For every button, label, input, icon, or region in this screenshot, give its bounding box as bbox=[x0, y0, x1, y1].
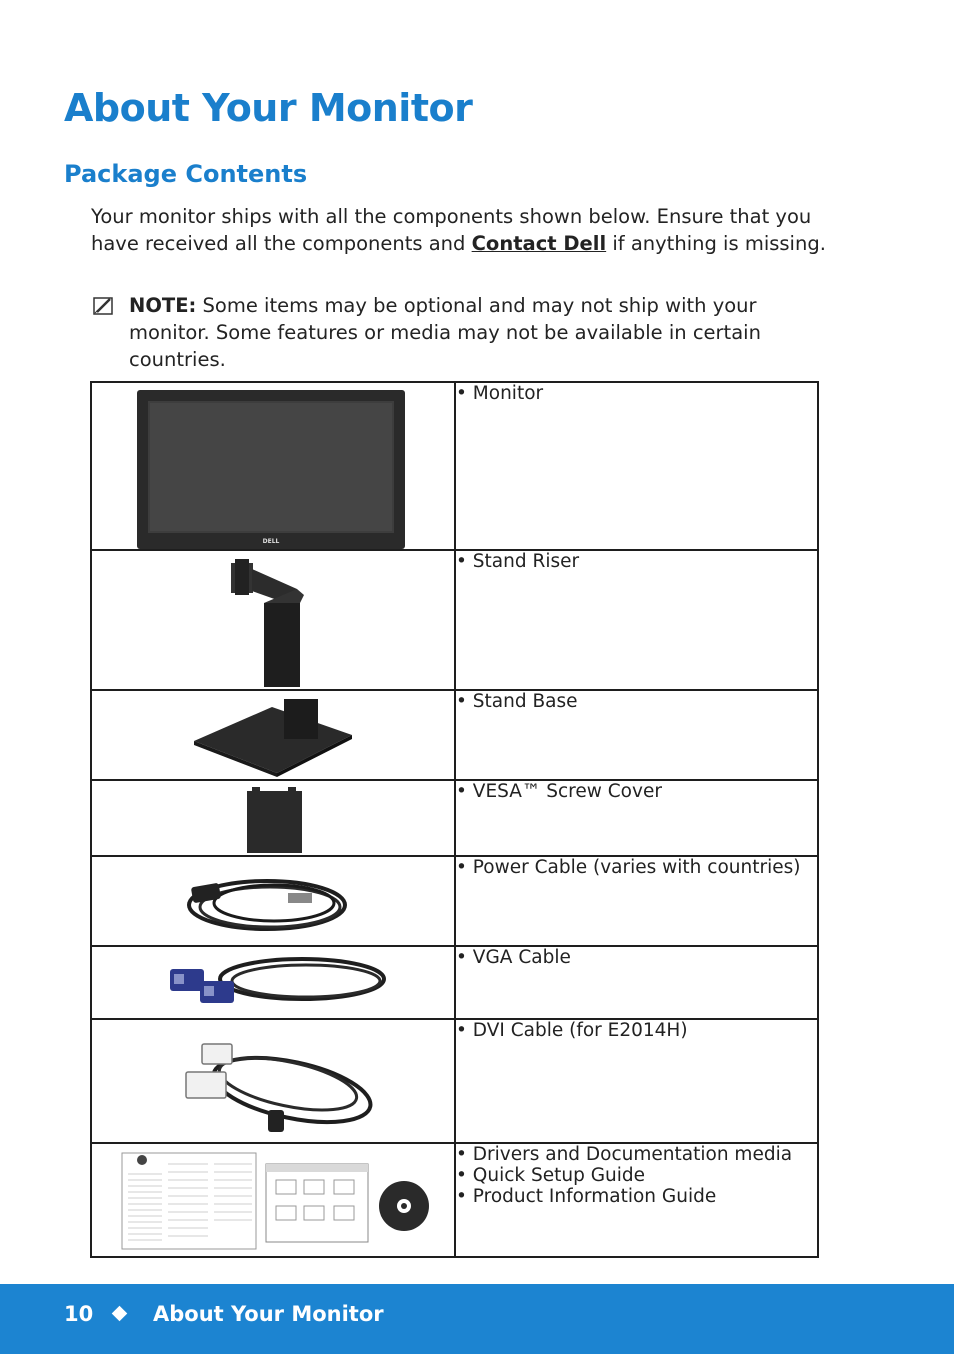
package-contents-table bbox=[90, 381, 819, 1258]
stand-riser-image-cell bbox=[91, 550, 455, 690]
stand-base-image-cell bbox=[91, 690, 455, 780]
table-row bbox=[91, 856, 818, 946]
diamond-separator-icon bbox=[112, 1306, 128, 1322]
power-cable-item-cell bbox=[455, 856, 818, 946]
contact-dell-link[interactable]: Contact Dell bbox=[471, 232, 607, 255]
item-label: • Drivers and Documentation media bbox=[456, 1144, 793, 1165]
item-label: • Quick Setup Guide bbox=[456, 1165, 646, 1186]
monitor-item-cell bbox=[455, 382, 818, 550]
page-title: About Your Monitor bbox=[64, 86, 473, 130]
vga-cable-item-cell bbox=[455, 946, 818, 1019]
dvi-cable-image-cell bbox=[91, 1019, 455, 1143]
documentation-image-cell bbox=[91, 1143, 455, 1257]
vga-cable-image bbox=[92, 947, 454, 1018]
monitor-image bbox=[92, 383, 454, 549]
dvi-cable-image bbox=[92, 1020, 454, 1142]
table-row bbox=[91, 1143, 818, 1257]
section-title: Package Contents bbox=[64, 160, 308, 188]
dell-logo: DELL bbox=[262, 538, 280, 545]
table-row bbox=[91, 382, 818, 550]
dvi-cable-item-cell bbox=[455, 1019, 818, 1143]
item-label: • Power Cable (varies with countries) bbox=[456, 857, 801, 878]
vesa-cover-image-cell bbox=[91, 780, 455, 856]
power-cable-image bbox=[92, 857, 454, 945]
stand-riser-image bbox=[92, 551, 454, 689]
note-text bbox=[129, 292, 831, 373]
item-label: • VGA Cable bbox=[456, 947, 571, 968]
note-body: Some items may be optional and may not ship with your monitor. Some features or media may not be available in certain countries. bbox=[129, 294, 761, 371]
footer-chapter-label: About Your Monitor bbox=[153, 1302, 384, 1326]
item-label: • Stand Base bbox=[456, 691, 578, 712]
power-cable-image-cell bbox=[91, 856, 455, 946]
intro-paragraph bbox=[91, 203, 831, 257]
item-label: • Stand Riser bbox=[456, 551, 580, 572]
note-pencil-icon bbox=[93, 297, 113, 315]
intro-text-before: Your monitor ships with all the components shown below. Ensure that you have received all the components and bbox=[91, 205, 812, 255]
vesa-cover-item-cell bbox=[455, 780, 818, 856]
table-row bbox=[91, 1019, 818, 1143]
page-number: 10 bbox=[64, 1302, 94, 1326]
documentation-image bbox=[92, 1144, 454, 1256]
item-label: • DVI Cable (for E2014H) bbox=[456, 1020, 688, 1041]
vga-cable-image-cell bbox=[91, 946, 455, 1019]
vesa-cover-image bbox=[92, 781, 454, 855]
item-label: • VESA™ Screw Cover bbox=[456, 781, 662, 802]
table-row bbox=[91, 780, 818, 856]
table-row bbox=[91, 946, 818, 1019]
documentation-item-cell bbox=[455, 1143, 818, 1257]
page-footer bbox=[0, 1284, 954, 1354]
note-block bbox=[91, 292, 831, 373]
stand-base-item-cell bbox=[455, 690, 818, 780]
table-row bbox=[91, 690, 818, 780]
item-label: • Monitor bbox=[456, 383, 544, 404]
table-row bbox=[91, 550, 818, 690]
item-label: • Product Information Guide bbox=[456, 1186, 717, 1207]
stand-riser-item-cell bbox=[455, 550, 818, 690]
note-label: NOTE: bbox=[129, 294, 197, 317]
monitor-image-cell bbox=[91, 382, 455, 550]
stand-base-image bbox=[92, 691, 454, 779]
intro-text-after: if anything is missing. bbox=[606, 232, 826, 255]
